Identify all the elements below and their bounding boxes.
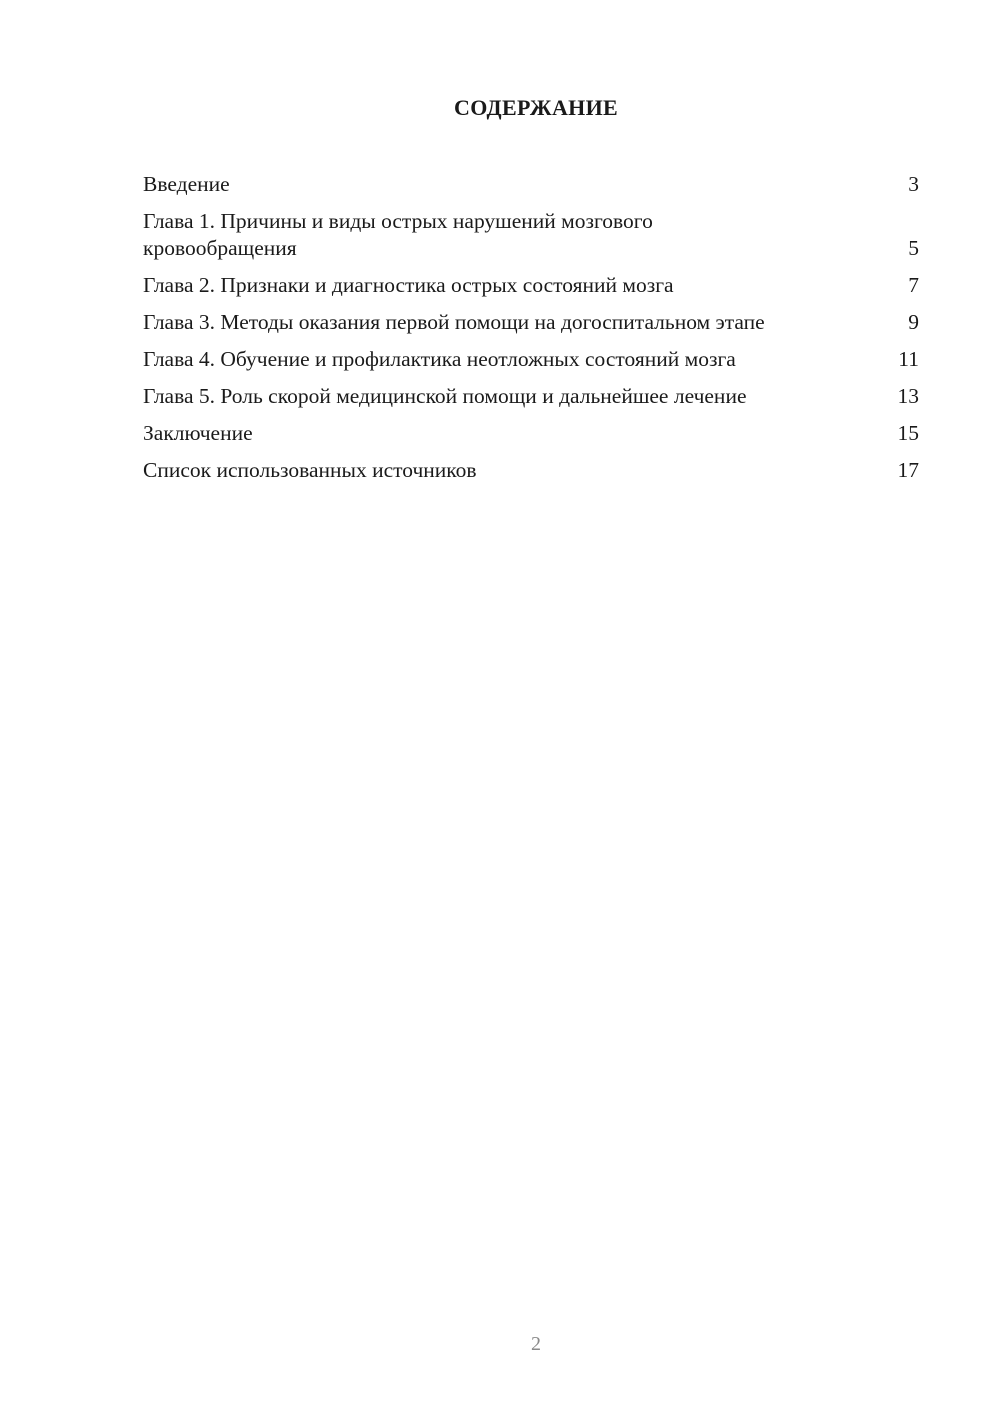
toc-entry-label: Глава 5. Роль скорой медицинской помощи и дальнейшее лечение (143, 384, 747, 408)
toc-entry-page: 15 (897, 421, 919, 445)
toc-entry-page: 11 (898, 347, 919, 371)
toc-entry-page: 13 (897, 384, 919, 408)
toc-entry-label: Введение (143, 172, 230, 196)
toc-entry-page: 9 (908, 310, 919, 334)
page-number: 2 (531, 1333, 541, 1355)
toc-entry-label: Глава 4. Обучение и профилактика неотложных состояний мозга (143, 347, 736, 371)
toc-entry-label: Глава 3. Методы оказания первой помощи на догоспитальном этапе (143, 310, 765, 334)
toc-entry-references (143, 457, 919, 484)
toc-entry-label: Список использованных источников (143, 458, 477, 482)
toc-entry-page: 17 (897, 458, 919, 482)
toc-entry-chapter-4 (143, 346, 919, 373)
toc-entry-page: 5 (908, 236, 919, 260)
toc-entry-conclusion (143, 420, 919, 447)
toc-entry-label: Глава 1. Причины и виды острых нарушений мозгового кровообращения (143, 209, 653, 260)
toc-entry-chapter-3 (143, 309, 919, 336)
toc-entry-page: 3 (908, 172, 919, 196)
toc-entry-label: Заключение (143, 421, 253, 445)
toc-entry-label: Глава 2. Признаки и диагностика острых состояний мозга (143, 273, 674, 297)
page-title: СОДЕРЖАНИЕ (454, 95, 618, 120)
toc-entry-chapter-1 (143, 208, 919, 262)
toc-entry-chapter-2 (143, 272, 919, 299)
toc-entry-chapter-5 (143, 383, 919, 410)
table-of-contents (143, 171, 919, 494)
toc-entry-introduction (143, 171, 919, 198)
toc-entry-page: 7 (908, 273, 919, 297)
